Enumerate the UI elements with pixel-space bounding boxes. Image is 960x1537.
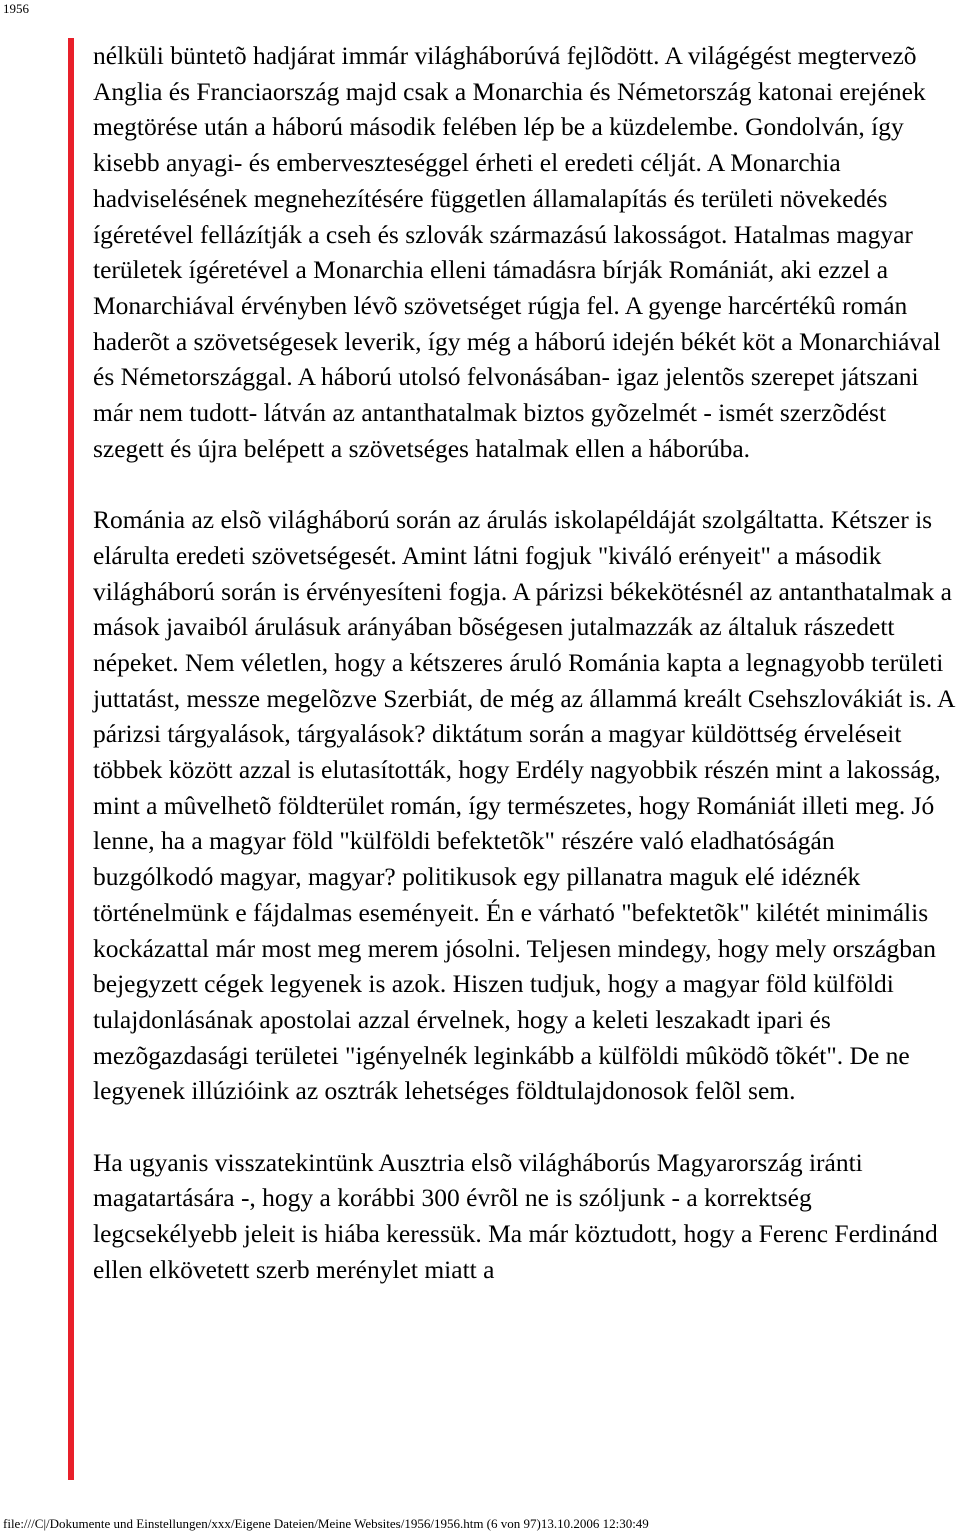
article-body <box>93 38 957 1288</box>
page-header-label: 1956 <box>3 1 29 16</box>
page-footer-file-path: file:///C|/Dokumente und Einstellungen/xxx/Eigene Dateien/Meine Websites/1956/1956.htm (6 von 97)13.10.2006 12:30:49 <box>3 1516 649 1531</box>
margin-bar <box>68 38 74 1480</box>
article-paragraph: nélküli büntetõ hadjárat immár világháborúvá fejlõdött. A világégést megtervezõ Anglia és Franciaország majd csak a Monarchia és Németország katonai erejének megtörése után a háború második felében lép be a küzdelembe. Gondolván, így kisebb anyagi- és emberveszteséggel érheti el eredeti célját. A Monarchia hadviselésének megnehezítésére független államalapítás és területi növekedés ígéretével fellázítják a cseh és szlovák származású lakosságot. Hatalmas magyar területek ígéretével a Monarchia elleni támadásra bírják Romániát, aki ezzel a Monarchiával érvényben lévõ szövetséget rúgja fel. A gyenge harcértékû román haderõt a szövetségesek leverik, így még a háború idején békét köt a Monarchiával és Németországgal. A háború utolsó felvonásában- igaz jelentõs szerepet játszani már nem tudott- látván az antanthatalmak biztos gyõzelmét - ismét szerzõdést szegett és újra belépett a szövetséges hatalmak ellen a háborúba. <box>93 41 941 463</box>
article-paragraph: Románia az elsõ világháború során az árulás iskolapéldáját szolgáltatta. Kétszer is elárulta eredeti szövetségesét. Amint látni fogjuk "kiváló erényeit" a második világháború során is érvényesíteni fogja. A párizsi békekötésnél az antanthatalmak a mások javaiból árulásuk arányában bõségesen jutalmazzák az általuk rászedett népeket. Nem véletlen, hogy a kétszeres áruló Románia kapta a legnagyobb területi juttatást, messze megelõzve Szerbiát, de még az állammá kreált Csehszlovákiát is. A párizsi tárgyalások, tárgyalások? diktátum során a magyar küldöttség érveléseit többek között azzal is elutasították, hogy Erdély nagyobbik részén mint a lakosság, mint a mûvelhetõ földterület román, így természetes, hogy Romániát illeti meg. Jó lenne, ha a magyar föld "külföldi befektetõk" részére való eladhatóságán buzgólkodó magyar, magyar? politikusok egy pillanatra maguk elé idéznék történelmünk e fájdalmas eseményeit. Én e várható "befektetõk" kilétét minimális kockázattal már most meg merem jósolni. Teljesen mindegy, hogy mely országban bejegyzett cégek legyenek is azok. Hiszen tudjuk, hogy a magyar föld külföldi tulajdonlásának apostolai azzal érvelnek, hogy a keleti leszakadt ipari és mezõgazdasági területei "igényelnék leginkább a külföldi mûködõ tõkét". De ne legyenek illúzióink az osztrák lehetséges földtulajdonosok felõl sem. <box>93 505 955 1106</box>
article-paragraph: Ha ugyanis visszatekintünk Ausztria elsõ világháborús Magyarország iránti magatartására -, hogy a korábbi 300 évrõl ne is szóljunk - a korrektség legcsekélyebb jeleit is hiába keressük. Ma már köztudott, hogy a Ferenc Ferdinánd ellen elkövetett szerb merénylet miatt a <box>93 1147 938 1284</box>
